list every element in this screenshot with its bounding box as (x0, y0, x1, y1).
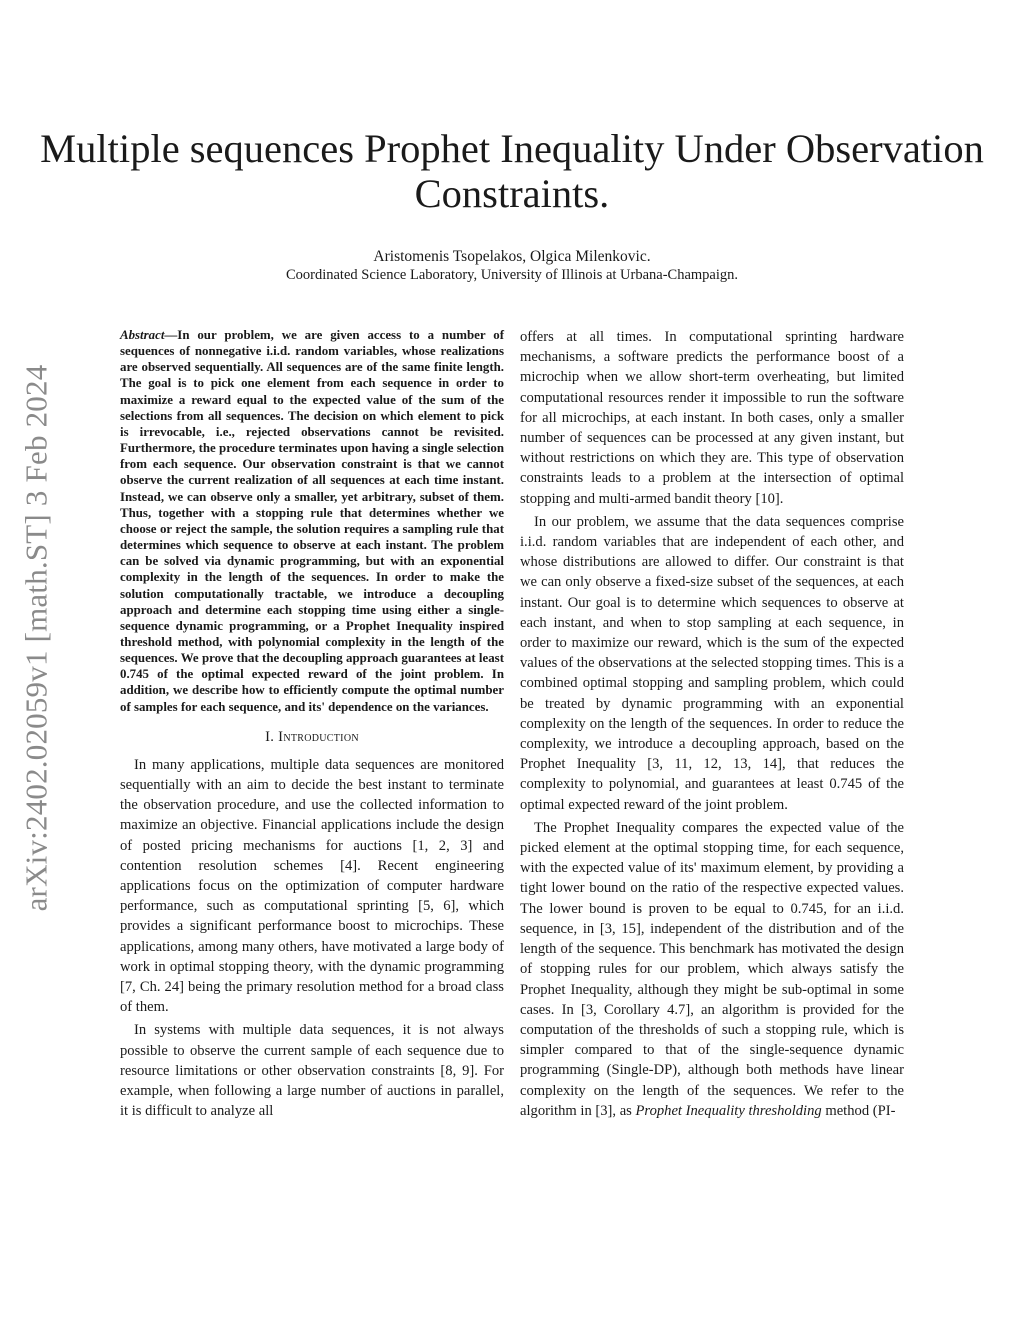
method-name-italic: Prophet Inequality thresholding (635, 1102, 822, 1119)
section-heading-introduction: I. Introduction (265, 728, 359, 745)
paper-affiliation: Coordinated Science Laboratory, University of Illinois at Urbana-Champaign. (285, 267, 739, 283)
body-paragraph: In our problem, we assume that the data sequences comprise i.i.d. random variables that are independent of each other, and whose distributions are allowed to differ. Our constraint is that we can only observe a fixed-size subset of the sequences, at each instant. Our goal is to determine which sequences to observe at each instant, and when to stop sampling at each sequence, in order to maximize our reward, which is the sum of the expected values of the observations at the selected stopping times. This is a combined optimal stopping and sampling problem, which could be treated by dynamic programming with an exponential complexity on the length of the sequences. In order to reduce the complexity, we introduce a decoupling approach, based on the Prophet Inequality [3, 11, 12, 13, 14], that reduces the complexity to polynomial, and guarantees at least 0.745 of the optimal expected reward of the joint problem. (520, 513, 904, 813)
body-paragraph (520, 818, 904, 1121)
body-paragraph: In systems with multiple data sequences, it is not always possible to observe the current sample of each sequence due to resource limitations or other observation constraints [8, 9]. For example, when following a large number of auctions in parallel, it is difficult to analyze all (120, 1022, 504, 1120)
paper-authors: Aristomenis Tsopelakos, Olgica Milenkovic. (373, 248, 651, 265)
abstract (120, 327, 504, 715)
arxiv-side-label (8, 330, 64, 945)
body-paragraph: In many applications, multiple data sequences are monitored sequentially with an aim to decide the best instant to terminate the observation procedure, and use the collected information to maximize an objective. Financial applications include the design of posted pricing mechanisms for auctions [1, 2, 3] and contention resolution schemes [4]. Recent engineering applications focus on the optimization of computer hardware performance, such as computational sprinting [5, 6], which provides a significant performance boost to microchips. These applications, among many others, have motivated a large body of work in optimal stopping theory, with the dynamic programming [7, Ch. 24] being the primary resolution method for a broad class of them. (120, 756, 504, 1016)
abstract-label: Abstract (120, 328, 165, 342)
arxiv-identifier: arXiv:2402.02059v1 [math.ST] 3 Feb 2024 (18, 364, 53, 911)
paragraph-text: The Prophet Inequality compares the expected value of the picked element at the optimal stopping time, for each sequence, with the expected value of its' maximum element, by providing a tight lower bound on the ratio of the respective expected values. The lower bound is proven to be equal to 0.745, for an i.i.d. sequence, in [3, 15], independent of the distribution and of the length of the sequence. This benchmark has motivated the design of stopping rules for our problem, which always satisfy the Prophet Inequality, although they might be sub-optimal in some cases. In [3, Corollary 4.7], an algorithm is provided for the computation of the thresholds of such a stopping rule, which is simpler compared to that of the single-sequence dynamic programming (Single-DP), although both methods have linear complexity on the length of the sequences. We refer to the algorithm in [3], as (520, 819, 904, 1119)
left-column (120, 327, 504, 1121)
right-column (520, 327, 904, 1121)
paragraph-text: method (PI- (821, 1102, 896, 1119)
paper-title: Multiple sequences Prophet Inequality Under Observation Constraints. (40, 126, 984, 216)
body-paragraph: offers at all times. In computational sprinting hardware mechanisms, a software predicts the performance boost of a microchip when we allow short-term overheating, but limited computational resources render it impossible to run the software for all microchips, at each instant. In both cases, only a smaller number of sequences can be processed at any given instant, but without restrictions on which they are. This type of observation constraints leads to a problem at the intersection of optimal stopping and multi-armed bandit theory [10]. (520, 329, 904, 507)
abstract-text: —In our problem, we are given access to a number of sequences of nonnegative i.i.d. random variables, whose realizations are observed sequentially. All sequences are of the same finite length. The goal is to pick one element from each sequence in order to maximize a reward equal to the expected value of the sum of the selections from all sequences. The decision on which element to pick is irrevocable, i.e., rejected observations cannot be revisited. Furthermore, the procedure terminates upon having a single selection from each sequence. Our observation constraint is that we cannot observe the current realization of all sequences at each time instant. Instead, we can observe only a smaller, yet arbitrary, subset of them. Thus, together with a stopping rule that determines whether we choose or reject the sample, the solution requires a sampling rule that determines which sequence to observe at each instant. The problem can be solved via dynamic programming, but with an exponential complexity in the length of the sequences. In order to make the solution computationally tractable, we introduce a decoupling approach and determine each stopping time using either a single-sequence dynamic programming, or a Prophet Inequality inspired threshold method, with polynomial complexity in the length of the sequences. We prove that the decoupling approach guarantees at least 0.745 of the optimal expected reward of the joint problem. In addition, we describe how to efficiently compute the optimal number of samples for each sequence, and its' dependence on the variances. (120, 328, 504, 714)
